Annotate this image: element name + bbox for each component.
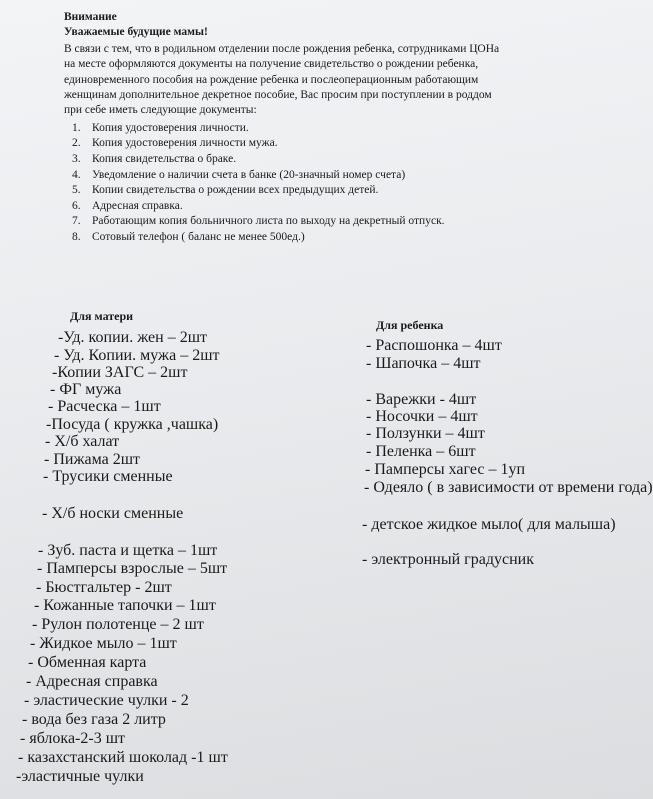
list-item: - Памперсы хагес – 1уп bbox=[365, 461, 526, 478]
list-item bbox=[64, 230, 584, 246]
list-item-number: 5. bbox=[72, 184, 81, 197]
list-item: - Пижама 2шт bbox=[44, 451, 141, 468]
list-item: - Уд. Копии. мужа – 2шт bbox=[54, 347, 220, 364]
list-item-text: Копия удостоверения личности. bbox=[92, 121, 249, 134]
list-item-text: Копия удостоверения личности мужа. bbox=[92, 137, 278, 150]
mother-list-section bbox=[40, 309, 300, 328]
list-item: - Носочки – 4шт bbox=[366, 408, 478, 425]
list-item bbox=[64, 136, 584, 152]
list-item: -Посуда ( кружка ,чашка) bbox=[46, 416, 219, 433]
list-item: - детское жидкое мыло( для малышa) bbox=[362, 516, 616, 533]
list-item: - Варежки - 4шт bbox=[366, 391, 477, 408]
intro-line: женщинам дополнительное декретное пособие, Вас просим при поступлении в роддом bbox=[64, 89, 492, 102]
list-item-number: 3. bbox=[72, 153, 81, 166]
intro-line: единовременного пособия на рождение ребенка и послеоперационным работающим bbox=[64, 73, 479, 86]
list-item: - Кожанные тапочки – 1шт bbox=[34, 597, 216, 614]
list-item: - Шапочка – 4шт bbox=[366, 355, 481, 372]
list-item: - Бюстгальтер - 2шт bbox=[36, 579, 172, 596]
list-item-number: 6. bbox=[72, 199, 81, 212]
list-item: - Зуб. паста и щетка – 1шт bbox=[38, 542, 218, 559]
list-item bbox=[64, 183, 584, 199]
intro-line: на месте оформляются документы на получение свидетельство о рождении ребенка, bbox=[64, 58, 479, 71]
list-item: - Х/б носки сменные bbox=[42, 505, 184, 522]
list-item: - Памперсы взрослые – 5шт bbox=[37, 560, 228, 577]
list-item: - Пеленка – 6шт bbox=[366, 443, 476, 460]
list-item bbox=[64, 152, 584, 168]
list-item: - ФГ мужа bbox=[50, 381, 122, 398]
child-list-section bbox=[362, 318, 582, 337]
intro-line: В связи с тем, что в родильном отделении после рождения ребенка, сотрудниками ЦОНа bbox=[64, 42, 500, 55]
mother-list-title: Для матери bbox=[70, 309, 134, 323]
list-item: - Х/б халат bbox=[45, 433, 120, 450]
notice-intro bbox=[64, 42, 584, 119]
list-item: -эластичные чулки bbox=[16, 768, 144, 785]
list-item bbox=[64, 168, 584, 184]
list-item: -Уд. копии. жен – 2шт bbox=[58, 329, 208, 346]
list-item bbox=[64, 121, 584, 137]
list-item: - Трусики сменные bbox=[43, 468, 173, 485]
list-item-text: Сотовый телефон ( баланс не менее 500ед.) bbox=[92, 231, 305, 243]
list-item-number: 4. bbox=[72, 168, 81, 181]
child-list-title: Для ребенка bbox=[376, 318, 444, 332]
list-item: - Расческа – 1шт bbox=[48, 398, 161, 415]
list-item bbox=[64, 214, 584, 230]
list-item: - яблока-2-3 шт bbox=[20, 730, 126, 747]
list-item bbox=[64, 199, 584, 215]
documents-list bbox=[64, 121, 584, 246]
list-item: - электронный градусник bbox=[362, 551, 534, 568]
notice-greeting: Уважаемые будущие мамы! bbox=[64, 26, 208, 39]
list-item-number: 1. bbox=[72, 121, 81, 134]
list-item-text: Копия свидетельства о браке. bbox=[92, 153, 237, 166]
list-item: - казахстанский шоколад -1 шт bbox=[18, 749, 228, 766]
list-item-number: 7. bbox=[72, 215, 81, 228]
list-item: - Обменная карта bbox=[28, 654, 147, 671]
list-item: - Адресная справка bbox=[26, 673, 158, 690]
list-item-text: Копии свидетельства о рождении всех предыдущих детей. bbox=[92, 184, 379, 197]
list-item-text: Работающим копия больничного листа по выходу на декретный отпуск. bbox=[92, 215, 445, 228]
list-item-number: 8. bbox=[72, 231, 81, 243]
list-item: - эластические чулки - 2 bbox=[24, 692, 189, 709]
list-item-text: Уведомление о наличии счета в банке (20-значный номер счета) bbox=[92, 168, 406, 181]
list-item: - Рулон полотенце – 2 шт bbox=[32, 616, 204, 633]
notice-block bbox=[64, 10, 584, 246]
list-item: - Одеяло ( в зависимости от времени года) bbox=[364, 479, 653, 496]
notice-title: Внимание bbox=[64, 11, 117, 23]
intro-line: при себе иметь следующие документы: bbox=[64, 104, 257, 117]
list-item: - Распошонка – 4шт bbox=[366, 337, 502, 354]
list-item: - Ползунки – 4шт bbox=[366, 425, 485, 442]
list-item: - вода без газа 2 литр bbox=[22, 711, 166, 728]
list-item-number: 2. bbox=[72, 137, 81, 150]
list-item-text: Адресная справка. bbox=[92, 199, 183, 212]
list-item: -Копии ЗАГС – 2шт bbox=[52, 364, 188, 381]
list-item: - Жидкое мыло – 1шт bbox=[30, 635, 177, 652]
